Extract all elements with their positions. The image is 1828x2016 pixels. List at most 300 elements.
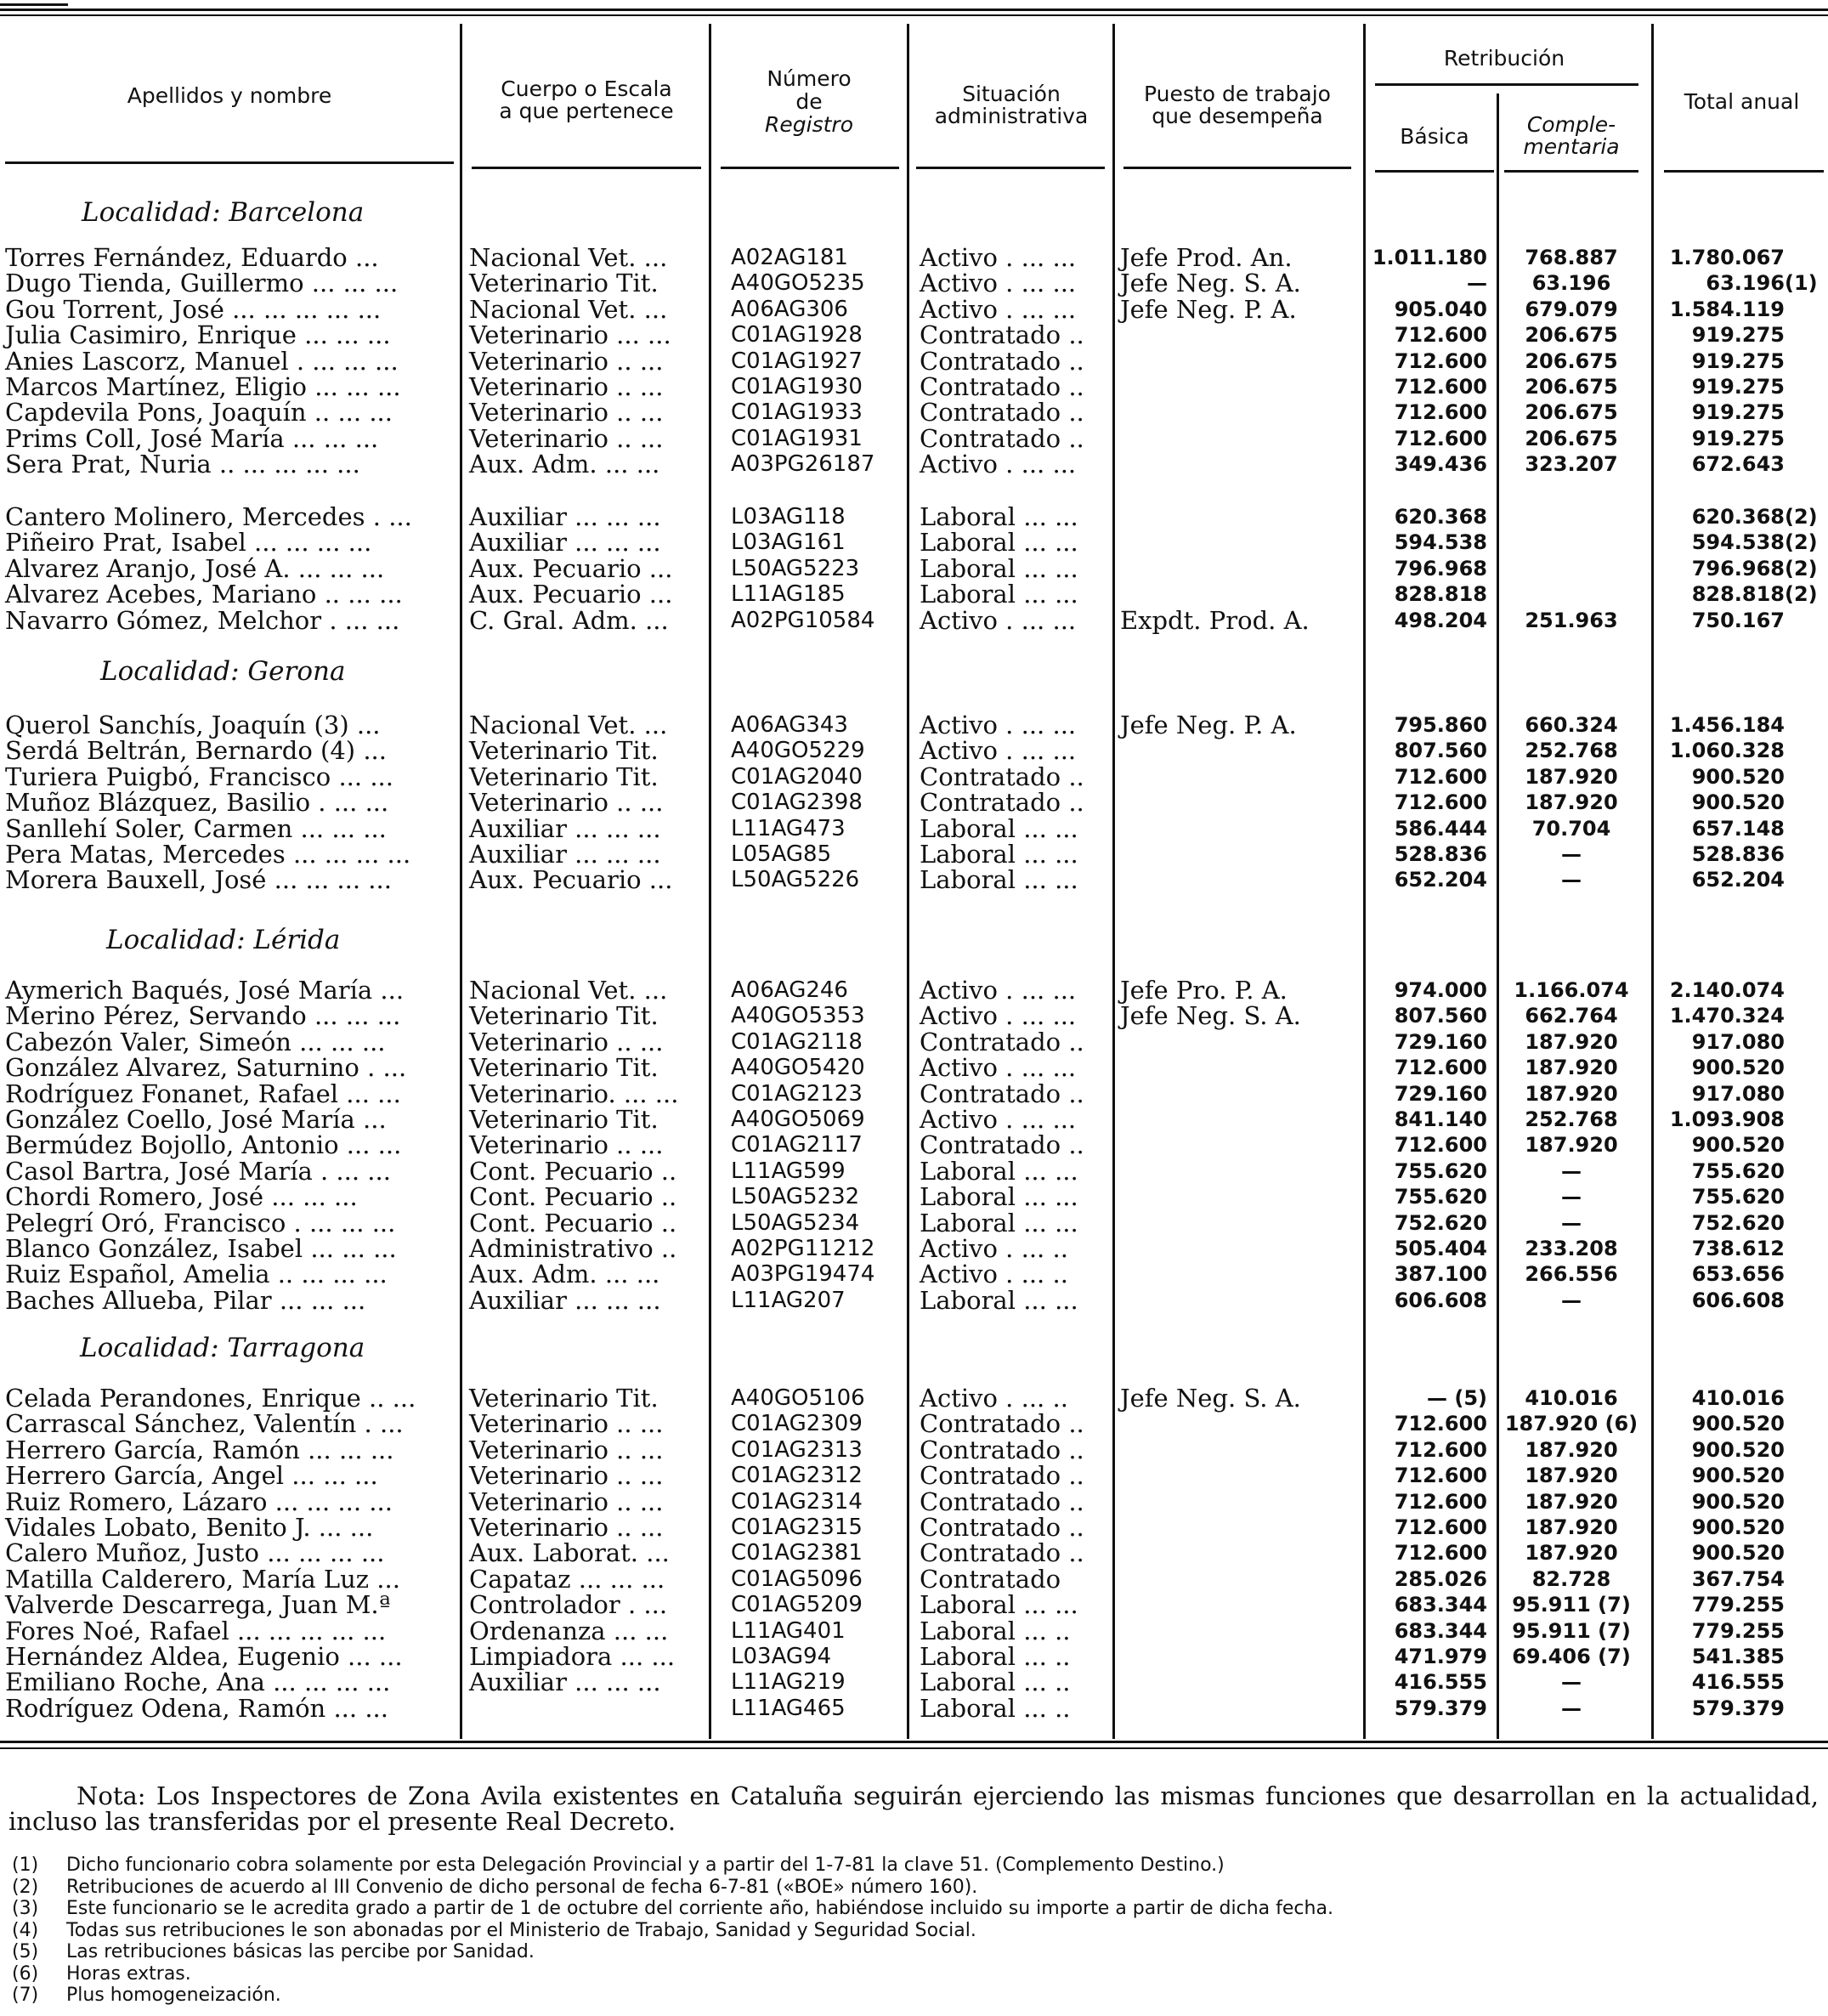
table-cell-reg: A02PG11212: [731, 1236, 875, 1261]
table-cell-corps: Capataz ... ... ...: [469, 1565, 665, 1594]
table-cell-name: Herrero García, Ramón ... ... ...: [5, 1436, 394, 1464]
table-cell-status: Activo . ... ...: [920, 295, 1077, 324]
table-cell-name: Marcos Martínez, Eligio ... ... ...: [5, 372, 401, 401]
table-cell-reg: C01AG1930: [731, 374, 863, 399]
table-cell-comp: 187.920: [1525, 1056, 1618, 1079]
table-cell-basic: 712.600: [1394, 323, 1487, 347]
footnote-text: Todas sus retribuciones le son abonadas por el Ministerio de Trabajo, Sanidad y Seguridad Social.: [66, 1919, 976, 1941]
footnote: [12, 1943, 535, 1962]
table-cell-name: Pera Matas, Mercedes ... ... ... ...: [5, 840, 411, 869]
table-cell-total: 672.643: [1691, 452, 1785, 476]
table-cell-reg: A40GO5229: [731, 738, 865, 763]
table-cell-status: Contratado ..: [920, 1436, 1084, 1464]
header-corps-1: Cuerpo o Escala: [501, 76, 672, 101]
table-cell-comp: 187.920: [1525, 1541, 1618, 1565]
table-cell-total: 1.584.119: [1669, 297, 1785, 321]
table-cell-corps: Veterinario. ... ...: [469, 1079, 679, 1108]
table-cell-reg: C01AG2398: [731, 790, 863, 815]
table-cell-basic: 285.026: [1394, 1567, 1487, 1591]
table-cell-corps: Veterinario .. ...: [469, 347, 664, 376]
table-cell-basic: 586.444: [1394, 817, 1487, 841]
table-cell-post: Jefe Neg. P. A.: [1120, 711, 1297, 739]
table-cell-corps: Nacional Vet. ...: [469, 711, 668, 739]
header-underline: [472, 167, 701, 169]
table-cell-total: 410.016: [1691, 1386, 1785, 1410]
table-cell-name: Gou Torrent, José ... ... ... ... ...: [5, 295, 382, 324]
table-cell-corps: Veterinario Tit.: [469, 1105, 659, 1134]
table-cell-corps: Auxiliar ... ... ...: [469, 528, 661, 557]
table-cell-corps: Ordenanza ... ...: [469, 1617, 669, 1645]
table-cell-comp: 679.079: [1525, 297, 1618, 321]
table-cell-basic: 471.979: [1394, 1645, 1487, 1668]
table-cell-reg: L03AG161: [731, 529, 846, 555]
table-cell-total: 594.538: [1691, 530, 1785, 554]
table-cell-total: 416.555: [1691, 1670, 1785, 1694]
table-cell-status: Contratado ..: [920, 424, 1084, 453]
table-cell-post: Jefe Neg. S. A.: [1120, 1001, 1301, 1030]
table-cell-status: Contratado ..: [920, 320, 1084, 349]
table-cell-comp: 252.768: [1525, 739, 1618, 762]
table-cell-comp: 266.556: [1525, 1262, 1618, 1286]
table-cell-status: Laboral ... ...: [920, 502, 1078, 531]
table-cell-corps: Aux. Pecuario ...: [469, 580, 673, 609]
table-cell-status: Laboral ... ...: [920, 1286, 1078, 1315]
table-cell-basic: 683.344: [1394, 1593, 1487, 1617]
table-cell-status: Laboral ... ...: [920, 1182, 1078, 1211]
table-cell-basic: 349.436: [1394, 452, 1487, 476]
table-cell-basic: 620.368: [1394, 505, 1487, 529]
table-cell-name: Blanco González, Isabel ... ... ...: [5, 1234, 397, 1263]
table-cell-post: Expdt. Prod. A.: [1120, 606, 1310, 635]
table-cell-total: 606.608: [1691, 1288, 1785, 1312]
table-cell-name: Julia Casimiro, Enrique ... ... ...: [5, 320, 391, 349]
table-cell-name: Muñoz Blázquez, Basilio . ... ...: [5, 788, 389, 817]
table-cell-total: 1.470.324: [1669, 1004, 1785, 1028]
table-cell-total: 900.520: [1691, 1541, 1785, 1565]
table-cell-name: Casol Bartra, José María . ... ...: [5, 1157, 391, 1186]
table-cell-corps: C. Gral. Adm. ...: [469, 606, 669, 635]
table-cell-corps: Veterinario Tit.: [469, 269, 659, 297]
table-cell-corps: Veterinario Tit.: [469, 762, 659, 791]
table-cell-reg: A40GO5235: [731, 270, 865, 296]
table-cell-total: 796.968: [1691, 557, 1785, 580]
section-title: Localidad: Lérida: [106, 925, 341, 955]
table-cell-reg: C01AG5096: [731, 1566, 863, 1592]
table-cell-name: González Alvarez, Saturnino . ...: [5, 1053, 407, 1082]
footnote: [12, 1878, 977, 1897]
table-cell-status: Contratado ..: [920, 398, 1084, 427]
table-cell-basic: 505.404: [1394, 1237, 1487, 1260]
table-cell-total: 828.818: [1691, 582, 1785, 606]
table-cell-status: Contratado ..: [920, 762, 1084, 791]
table-cell-basic: 712.600: [1394, 1464, 1487, 1487]
table-cell-name: Anies Lascorz, Manuel . ... ... ...: [5, 347, 399, 376]
table-cell-comp: 187.920: [1525, 1490, 1618, 1514]
table-cell-total: 2.140.074: [1669, 978, 1785, 1002]
table-cell-name: Navarro Gómez, Melchor . ... ...: [5, 606, 400, 635]
table-cell-reg: A03PG19474: [731, 1261, 875, 1287]
table-cell-corps: Veterinario .. ...: [469, 1513, 664, 1542]
table-cell-comp: 95.911 (7): [1512, 1619, 1631, 1643]
table-cell-corps: Veterinario .. ...: [469, 1409, 664, 1438]
table-cell-total: 919.275: [1691, 349, 1785, 373]
table-cell-reg: A40GO5106: [731, 1385, 865, 1411]
table-cell-corps: Aux. Pecuario ...: [469, 865, 673, 894]
table-cell-name: Hernández Aldea, Eugenio ... ...: [5, 1642, 403, 1671]
table-cell-reg: L50AG5223: [731, 556, 860, 581]
table-cell-reg: C01AG5209: [731, 1592, 863, 1617]
table-cell-status: Laboral ... ...: [920, 1209, 1078, 1237]
table-cell-reg: C01AG2118: [731, 1029, 863, 1055]
table-cell-status: Laboral ... ...: [920, 554, 1078, 583]
table-cell-total: 541.385: [1691, 1645, 1785, 1668]
section-title: Localidad: Tarragona: [80, 1333, 365, 1363]
table-cell-comp: 660.324: [1525, 713, 1618, 737]
table-cell-status: Contratado ..: [920, 1487, 1084, 1516]
table-cell-comp: 206.675: [1525, 400, 1618, 424]
footnote-mark: (4): [12, 1919, 39, 1941]
table-cell-corps: Cont. Pecuario ..: [469, 1182, 677, 1211]
table-cell-comp: 187.920: [1525, 1464, 1618, 1487]
table-cell-basic: 796.968: [1394, 557, 1487, 580]
table-cell-comp: 662.764: [1525, 1004, 1618, 1028]
table-cell-name: Torres Fernández, Eduardo ...: [5, 243, 379, 272]
table-cell-reg: A06AG306: [731, 297, 848, 322]
table-cell-status: Activo . ... ...: [920, 736, 1077, 765]
table-cell-corps: Auxiliar ... ... ...: [469, 502, 661, 531]
table-cell-name: Bermúdez Bojollo, Antonio ... ...: [5, 1130, 402, 1159]
top-rule: [0, 8, 1828, 11]
table-cell-basic: 807.560: [1394, 1004, 1487, 1028]
table-cell-basic: 579.379: [1394, 1696, 1487, 1720]
table-cell-basic: 752.620: [1394, 1211, 1487, 1235]
table-cell-reg: A40GO5353: [731, 1003, 865, 1028]
header-underline: [1375, 170, 1494, 173]
table-cell-comp: —: [1561, 868, 1582, 892]
table-cell-name: González Coello, José María ...: [5, 1105, 387, 1134]
table-cell-status: Laboral ... ..: [920, 1642, 1071, 1671]
table-cell-status: Activo . ... ...: [920, 976, 1077, 1005]
table-cell-basic: 528.836: [1394, 842, 1487, 866]
table-cell-corps: Aux. Adm. ... ...: [469, 1260, 660, 1288]
table-cell-name: Rodríguez Fonanet, Rafael ... ...: [5, 1079, 401, 1108]
table-cell-basic: 416.555: [1394, 1670, 1487, 1694]
table-cell-reg: C01AG1928: [731, 322, 863, 348]
table-cell-total: 900.520: [1691, 1133, 1785, 1157]
table-cell-comp: 95.911 (7): [1512, 1593, 1631, 1617]
table-cell-name: Celada Perandones, Enrique .. ...: [5, 1384, 416, 1413]
table-cell-comp: —: [1561, 1211, 1582, 1235]
header-underline: [1375, 83, 1638, 86]
table-cell-reg: L50AG5232: [731, 1184, 860, 1209]
table-cell-comp: 70.704: [1531, 817, 1611, 841]
table-cell-total: 900.520: [1691, 790, 1785, 814]
header-underline: [916, 167, 1105, 169]
table-cell-post: Jefe Neg. S. A.: [1120, 1384, 1301, 1413]
table-cell-total: 919.275: [1691, 400, 1785, 424]
table-cell-name: Turiera Puigbó, Francisco ... ...: [5, 762, 393, 791]
table-cell-basic: 712.600: [1394, 1438, 1487, 1462]
table-cell-total: 900.520: [1691, 1056, 1785, 1079]
footnote-mark: (3): [12, 1898, 39, 1919]
table-cell-total: 779.255: [1691, 1593, 1785, 1617]
table-cell-corps: Veterinario ... ...: [469, 320, 671, 349]
table-cell-corps: Cont. Pecuario ..: [469, 1209, 677, 1237]
header-basic: Básica: [1400, 124, 1469, 149]
table-cell-basic: 387.100: [1394, 1262, 1487, 1286]
table-cell-reg: C01AG2117: [731, 1132, 863, 1158]
table-cell-name: Ruiz Romero, Lázaro ... ... ... ...: [5, 1487, 393, 1516]
table-cell-basic: 795.860: [1394, 713, 1487, 737]
footnote-mark: (7): [12, 1985, 39, 2006]
section-title: Localidad: Gerona: [100, 656, 346, 687]
table-cell-post: Jefe Neg. P. A.: [1120, 295, 1297, 324]
table-cell-reg: A06AG343: [731, 712, 848, 738]
table-cell-total: 900.520: [1691, 765, 1785, 789]
table-cell-comp: 187.920: [1525, 1082, 1618, 1106]
table-cell-reg: A03PG26187: [731, 451, 875, 477]
table-cell-status: Contratado ..: [920, 347, 1084, 376]
table-cell-total: 657.148: [1691, 817, 1785, 841]
table-cell-status: Activo . ... ...: [920, 243, 1077, 272]
table-cell-comp: 251.963: [1525, 609, 1618, 632]
table-cell-total: 917.080: [1691, 1030, 1785, 1054]
table-cell-name: Dugo Tienda, Guillermo ... ... ...: [5, 269, 399, 297]
table-cell-basic: 905.040: [1394, 297, 1487, 321]
table-cell-corps: Auxiliar ... ... ...: [469, 1668, 661, 1696]
table-cell-mark: (2): [1785, 530, 1818, 554]
header-complementary-2: mentaria: [1523, 134, 1620, 159]
table-cell-reg: L50AG5226: [731, 867, 860, 892]
footnote: [12, 1962, 191, 1985]
table-cell-name: Querol Sanchís, Joaquín (3) ...: [5, 711, 381, 739]
table-cell-corps: Veterinario .. ...: [469, 1436, 664, 1464]
table-cell-name: Serdá Beltrán, Bernardo (4) ...: [5, 736, 387, 765]
table-cell-basic: 712.600: [1394, 427, 1487, 450]
table-cell-comp: 206.675: [1525, 375, 1618, 399]
table-cell-status: Contratado ..: [920, 1409, 1084, 1438]
table-cell-status: Laboral ... ..: [920, 1617, 1071, 1645]
table-cell-name: Alvarez Aranjo, José A. ... ... ...: [5, 554, 385, 583]
top-rule-accent: [0, 3, 68, 6]
table-cell-reg: L11AG401: [731, 1618, 846, 1644]
table-cell-comp: 187.920: [1525, 765, 1618, 789]
table-cell-name: Prims Coll, José María ... ... ...: [5, 424, 379, 453]
section-title: Localidad: Barcelona: [82, 197, 365, 228]
table-cell-reg: L03AG94: [731, 1644, 832, 1669]
header-total: Total anual: [1684, 89, 1800, 114]
table-cell-basic: 712.600: [1394, 375, 1487, 399]
footnote-text: Plus homogeneización.: [66, 1985, 281, 2006]
table-cell-total: 63.196: [1706, 271, 1785, 295]
table-cell-post: Jefe Neg. S. A.: [1120, 269, 1301, 297]
table-cell-total: 900.520: [1691, 1490, 1785, 1514]
table-cell-corps: Nacional Vet. ...: [469, 243, 668, 272]
table-cell-status: Activo . ... ...: [920, 1001, 1077, 1030]
table-cell-corps: Auxiliar ... ... ...: [469, 840, 661, 869]
table-cell-comp: 252.768: [1525, 1107, 1618, 1131]
table-cell-corps: Aux. Pecuario ...: [469, 554, 673, 583]
table-cell-comp: 233.208: [1525, 1237, 1618, 1260]
table-cell-name: Cantero Molinero, Mercedes . ...: [5, 502, 412, 531]
column-separator: [460, 24, 462, 1739]
column-separator: [1112, 24, 1115, 1739]
table-cell-name: Carrascal Sánchez, Valentín . ...: [5, 1409, 404, 1438]
table-cell-reg: C01AG1933: [731, 399, 863, 425]
table-cell-reg: C01AG2381: [731, 1540, 863, 1566]
header-underline: [1123, 167, 1351, 169]
table-cell-basic: 594.538: [1394, 530, 1487, 554]
table-cell-reg: L11AG219: [731, 1669, 846, 1695]
footnote-mark: (5): [12, 1941, 39, 1962]
table-cell-comp: 187.920: [1525, 1030, 1618, 1054]
table-cell-comp: 82.728: [1531, 1567, 1611, 1591]
table-cell-name: Sanllehí Soler, Carmen ... ... ...: [5, 814, 387, 843]
table-cell-total: 755.620: [1691, 1185, 1785, 1209]
table-cell-reg: C01AG2314: [731, 1489, 863, 1515]
table-cell-basic: 712.600: [1394, 765, 1487, 789]
table-cell-corps: Controlador . ...: [469, 1590, 668, 1619]
header-complementary-1: Comple-: [1526, 112, 1616, 137]
footnote: [12, 1900, 1333, 1918]
table-cell-comp: 63.196: [1531, 271, 1611, 295]
table-cell-name: Ruiz Español, Amelia .. ... ... ...: [5, 1260, 388, 1288]
table-cell-total: 653.656: [1691, 1262, 1785, 1286]
table-cell-status: Activo . ... ...: [920, 450, 1077, 479]
table-cell-status: Activo . ... ...: [920, 269, 1077, 297]
table-cell-reg: C01AG2123: [731, 1081, 863, 1107]
table-cell-name: Cabezón Valer, Simeón ... ... ...: [5, 1028, 386, 1056]
table-cell-basic: 1.011.180: [1372, 246, 1487, 269]
table-cell-mark: (2): [1785, 505, 1818, 529]
table-cell-basic: 712.600: [1394, 790, 1487, 814]
table-cell-name: Capdevila Pons, Joaquín .. ... ...: [5, 398, 393, 427]
table-cell-basic: 652.204: [1394, 868, 1487, 892]
table-cell-comp: 1.166.074: [1514, 978, 1629, 1002]
table-cell-status: Contratado ..: [920, 1513, 1084, 1542]
table-cell-comp: 187.920: [1525, 1515, 1618, 1539]
table-cell-basic: 828.818: [1394, 582, 1487, 606]
table-cell-status: Laboral ... ...: [920, 840, 1078, 869]
table-cell-comp: —: [1561, 842, 1582, 866]
header-status-2: administrativa: [934, 104, 1089, 128]
table-cell-total: 1.780.067: [1669, 246, 1785, 269]
table-cell-status: Activo . ... ..: [920, 1234, 1068, 1263]
table-cell-total: 750.167: [1691, 609, 1785, 632]
header-post-1: Puesto de trabajo: [1144, 82, 1331, 106]
table-cell-basic: 712.600: [1394, 1541, 1487, 1565]
table-cell-total: 917.080: [1691, 1082, 1785, 1106]
table-cell-corps: Limpiadora ... ...: [469, 1642, 676, 1671]
table-cell-name: Sera Prat, Nuria .. ... ... ... ...: [5, 450, 360, 479]
header-post-2: que desempeña: [1152, 104, 1323, 128]
table-cell-corps: Nacional Vet. ...: [469, 976, 668, 1005]
table-cell-status: Contratado ..: [920, 1130, 1084, 1159]
footnote-text: Este funcionario se le acredita grado a partir de 1 de octubre del corriente año, habiéndose incluido su importe a partir de dicha fecha.: [66, 1898, 1333, 1919]
table-cell-total: 779.255: [1691, 1619, 1785, 1643]
table-cell-basic: 729.160: [1394, 1030, 1487, 1054]
table-cell-mark: (2): [1785, 557, 1818, 580]
table-cell-corps: Cont. Pecuario ..: [469, 1157, 677, 1186]
bottom-rule-thin: [0, 1747, 1828, 1749]
table-cell-name: Chordi Romero, José ... ... ...: [5, 1182, 358, 1211]
table-cell-reg: A40GO5069: [731, 1107, 865, 1132]
table-cell-comp: 187.920: [1525, 1133, 1618, 1157]
footnote-text: Dicho funcionario cobra solamente por esta Delegación Provincial y a partir del 1-7-81 la clave 51. (Complemento Destino.): [66, 1855, 1225, 1876]
table-cell-name: Piñeiro Prat, Isabel ... ... ... ...: [5, 528, 372, 557]
table-cell-reg: L05AG85: [731, 841, 832, 867]
table-cell-reg: A02AG181: [731, 245, 848, 270]
table-cell-total: 919.275: [1691, 323, 1785, 347]
table-cell-corps: Veterinario .. ...: [469, 424, 664, 453]
table-cell-corps: Veterinario .. ...: [469, 788, 664, 817]
table-cell-comp: —: [1561, 1288, 1582, 1312]
table-cell-total: 919.275: [1691, 427, 1785, 450]
table-cell-reg: L11AG599: [731, 1158, 846, 1184]
table-cell-post: Jefe Pro. P. A.: [1120, 976, 1288, 1005]
table-cell-basic: 712.600: [1394, 1133, 1487, 1157]
table-cell-corps: Auxiliar ... ... ...: [469, 814, 661, 843]
table-cell-status: Contratado ..: [920, 1538, 1084, 1567]
table-cell-corps: Veterinario Tit.: [469, 736, 659, 765]
table-cell-status: Laboral ... ...: [920, 814, 1078, 843]
table-cell-name: Baches Allueba, Pilar ... ... ...: [5, 1286, 366, 1315]
table-cell-status: Activo . ... ...: [920, 606, 1077, 635]
table-cell-name: Morera Bauxell, José ... ... ... ...: [5, 865, 392, 894]
table-cell-status: Contratado ..: [920, 1079, 1084, 1108]
table-cell-comp: 206.675: [1525, 349, 1618, 373]
table-cell-reg: A02PG10584: [731, 608, 875, 633]
table-cell-reg: L50AG5234: [731, 1210, 860, 1236]
table-cell-status: Activo . ... ...: [920, 1105, 1077, 1134]
header-underline: [1504, 170, 1638, 173]
table-cell-basic: 712.600: [1394, 1056, 1487, 1079]
table-cell-status: Contratado ..: [920, 1461, 1084, 1490]
header-underline: [721, 167, 899, 169]
header-underline: [1664, 170, 1824, 173]
table-cell-total: 652.204: [1691, 868, 1785, 892]
table-cell-reg: L11AG465: [731, 1696, 846, 1721]
table-cell-status: Activo . ... ...: [920, 1053, 1077, 1082]
table-cell-comp: 187.920 (6): [1504, 1412, 1638, 1436]
table-cell-basic: 683.344: [1394, 1619, 1487, 1643]
table-cell-name: Fores Noé, Rafael ... ... ... ... ...: [5, 1617, 387, 1645]
table-cell-basic: 729.160: [1394, 1082, 1487, 1106]
table-cell-corps: Veterinario Tit.: [469, 1053, 659, 1082]
table-cell-corps: Veterinario .. ...: [469, 1487, 664, 1516]
table-cell-basic: —: [1467, 271, 1487, 295]
header-retribution: Retribución: [1443, 46, 1565, 71]
table-cell-total: 738.612: [1691, 1237, 1785, 1260]
table-cell-comp: 187.920: [1525, 1438, 1618, 1462]
header-registry-1: Número: [767, 66, 852, 91]
table-cell-status: Contratado ..: [920, 1028, 1084, 1056]
table-cell-status: Laboral ... ...: [920, 528, 1078, 557]
footer-note: Nota: Los Inspectores de Zona Avila existentes en Cataluña seguirán ejerciendo las mismas funciones que desarrollan en la actualidad, incluso las transferidas por el presente Real Decreto.: [8, 1781, 1819, 1836]
table-cell-total: 1.456.184: [1669, 713, 1785, 737]
table-cell-status: Laboral ... ...: [920, 1157, 1078, 1186]
table-cell-reg: C01AG2309: [731, 1411, 863, 1436]
table-cell-basic: 606.608: [1394, 1288, 1487, 1312]
header-corps-2: a que pertenece: [499, 99, 674, 123]
table-cell-status: Contratado ..: [920, 788, 1084, 817]
table-cell-name: Matilla Calderero, María Luz ...: [5, 1565, 400, 1594]
header-name: Apellidos y nombre: [127, 83, 332, 108]
table-cell-mark: (2): [1785, 582, 1818, 606]
table-cell-basic: 712.600: [1394, 349, 1487, 373]
table-cell-comp: 206.675: [1525, 323, 1618, 347]
table-cell-corps: Veterinario .. ...: [469, 1028, 664, 1056]
